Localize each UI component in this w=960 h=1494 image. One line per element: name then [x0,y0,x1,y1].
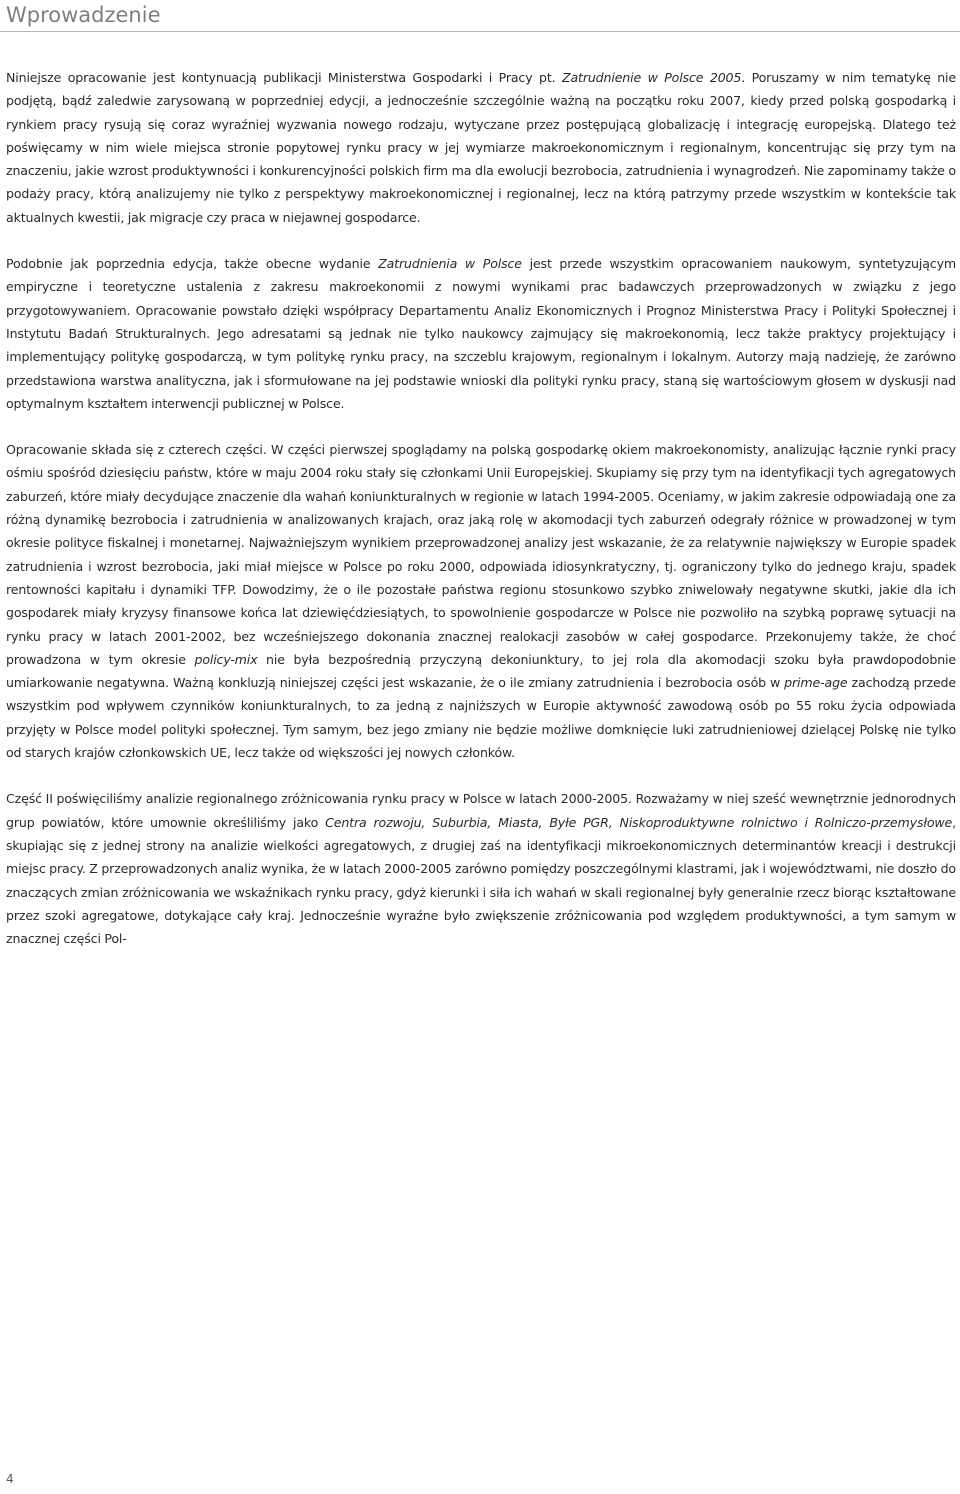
text-run: zachodzą przede wszystkim pod wpływem czynników koniunkturalnych, to za jedną z najniższych w Europie aktywność zawodową osób po 55 roku życia odpowiada przyjęty w Polsce model polityki społecznej. Tym samym, bez jego zmiany nie będzie możliwe domknięcie luki zatrudnieniowej dzielącej Polskę nie tylko od starych krajów członkowskich UE, lecz także od większości jej nowych członków. [6,675,956,761]
text-run: Opracowanie składa się z czterech części. W części pierwszej spoglądamy na polską gospodarkę okiem makroekonomisty, analizując łącznie rynki pracy ośmiu spośród dziesięciu państw, które w maju 2004 roku stały się członkami Unii Europejskiej. Skupiamy się przy tym na identyfikacji tych agregatowych zaburzeń, które miały decydujące znaczenie dla wahań koniunkturalnych w regionie w latach 1994-2005. Oceniamy, w jakim zakresie odpowiadają one za różną dynamikę bezrobocia i zatrudnienia w analizowanych krajach, oraz jaką rolę w akomodacji tych zaburzeń odegrały różnice w prowadzonej w tym okresie polityce fiskalnej i monetarnej. Najważniejszym wynikiem przeprowadzonej analizy jest wskazanie, że za relatywnie największy w Europie spadek zatrudnienia i wzrost bezrobocia, jaki miał miejsce w Polsce po roku 2000, odpowiada idiosynkratyczny, tj. ograniczony tylko do jednego kraju, spadek rentowności kapitału i dynamiki TFP. Dowodzimy, że o ile pozostałe państwa regionu stosunkowo szybko zniwelowały negatywne skutki, jakie dla ich gospodarek miały kryzysy finansowe końca lat dziewięćdziesiątych, to spowolnienie gospodarcze w Polsce nie pozwoliło na szybką poprawę sytuacji na rynku pracy w latach 2001-2002, bez wcześniejszego dokonania znacznej realokacji zasobów w całej gospodarce. Przekonujemy także, że choć prowadzona w tym okresie [6,442,956,667]
title-divider [0,31,960,32]
paragraph-3 [6,438,956,764]
text-run: Część II poświęciliśmy analizie regionalnego zróżnicowania rynku pracy w Polsce w latach 2000-2005. Rozważamy w niej sześć wewnętrznie jednorodnych grup powiatów, które umownie określiliśmy jako [6,791,956,830]
italic-text-run: Zatrudnienie w Polsce 2005 [561,70,742,85]
text-run: , skupiając się z jednej strony na analizie wielkości agregatowych, z drugiej zaś na identyfikacji mikroekonomicznych determinantów kreacji i destrukcji miejsc pracy. Z przeprowadzonych analiz wynika, że w latach 2000-2005 zarówno pomiędzy poszczególnymi klastrami, jak i województwami, nie doszło do znaczących zmian zróżnicowania we wskaźnikach rynku pracy, gdyż kierunki i siła ich wahań w skali regionalnej były generalnie rzecz biorąc kształtowane przez szoki agregatowe, dotykające cały kraj. Jednocześnie wyraźne było zwiększenie zróżnicowania pod względem produktywności, a tym samym w znacznej części Pol- [6,814,956,947]
text-run: Niniejsze opracowanie jest kontynuacją publikacji Ministerstwa Gospodarki i Pracy pt. [6,70,562,85]
paragraph-2 [6,252,956,415]
italic-text-run: Zatrudnienia w Polsce [378,256,522,272]
text-run: jest przede wszystkim opracowaniem naukowym, syntetyzującym empiryczne i teoretyczne ustalenia z zakresu makroekonomii z nowymi wynikami prac badawczych przeprowadzonych w związku z jego przygotowywaniem. Opracowanie powstało dzięki współpracy Departamentu Analiz Ekonomicznych i Prognoz Ministerstwa Pracy i Polityki Społecznej i Instytutu Badań Strukturalnych. Jego adresatami są jednak nie tylko naukowcy zajmujący się makroekonomią, lecz także praktycy projektujący i implementujący politykę gospodarczą, w tym politykę rynku pracy, na szczeblu krajowym, regionalnym i lokalnym. Autorzy mają nadzieję, że zarówno przedstawiona warstwa analityczna, jak i sformułowane na jej podstawie wnioski dla polityki rynku pracy, staną się wartościowym głosem w dyskusji nad optymalnym kształtem interwencji publicznej w Polsce. [6,256,956,411]
document-body [6,66,956,973]
italic-text-run: prime-age [784,675,848,691]
page-number: 4 [6,1472,14,1486]
page-title: Wprowadzenie [6,3,161,27]
paragraph-4 [6,787,956,950]
text-run: . Poruszamy w nim tematykę nie podjętą, bądź zaledwie zarysowaną w poprzedniej edycji, a jednocześnie szczególnie ważną na początku roku 2007, kiedy przed polską gospodarką i rynkiem pracy rysują się coraz wyraźniej wyzwania nowego rodzaju, wytyczane przez postępującą globalizację i integrację europejską. Dlatego też poświęcamy w nim wiele miejsca stronie popytowej rynku pracy w jej wymiarze makroekonomicznym i regionalnym, koncentrując się przy tym na znaczeniu, jakie wzrost produktywności i konkurencyjności polskich firm ma dla ewolucji bezrobocia, zatrudnienia i wynagrodzeń. Nie zapominamy także o podaży pracy, którą analizujemy nie tylko z perspektywy makroekonomicznej i regionalnej, lecz na którą patrzymy przede wszystkim w kontekście tak aktualnych kwestii, jak migracje czy praca w niejawnej gospodarce. [6,70,956,225]
text-run: nie była bezpośrednią przyczyną dekoniunktury, to jej rola dla akomodacji szoku była prawdopodobnie umiarkowanie negatywna. Ważną konkluzją niniejszej części jest wskazanie, że o ile zmiany zatrudnienia i bezrobocia osób w [6,651,956,691]
text-run: Podobnie jak poprzednia edycja, także obecne wydanie [6,256,379,272]
italic-text-run: policy-mix [194,651,258,667]
italic-text-run: Centra rozwoju, Suburbia, Miasta, Byłe PGR, Niskoproduktywne rolnictwo i Rolniczo-przemysłowe [325,814,953,830]
paragraph-1 [6,66,956,229]
